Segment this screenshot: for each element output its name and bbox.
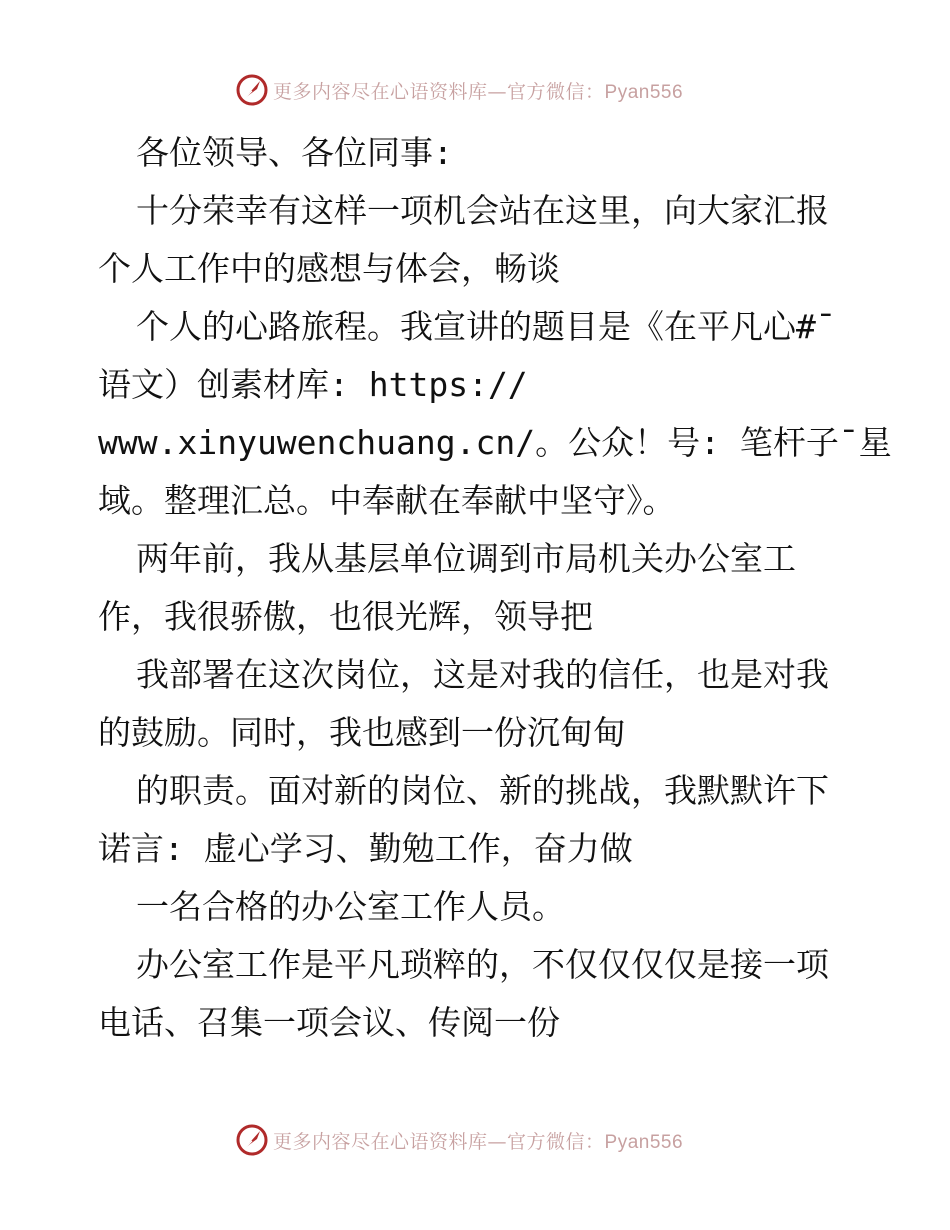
text-line: 作，我很骄傲，也很光辉，领导把 (98, 597, 593, 636)
quill-logo-icon (235, 1123, 269, 1157)
text-line: 的鼓励。同时，我也感到一份沉甸甸 (98, 713, 626, 752)
text-line: 两年前，我从基层单位调到市局机关办公室工 (136, 539, 796, 578)
text-line: 域。整理汇总。中奉献在奉献中坚守》。 (98, 481, 676, 520)
header-brand-text: 更多内容尽在心语资料库—官方微信： (273, 80, 605, 103)
text-line: 各位领导、各位同事: (136, 133, 453, 172)
header-wechat-id: Pyan556 (604, 81, 684, 103)
text-line: 诺言: 虚心学习、勤勉工作，奋力做 (98, 829, 633, 868)
quill-logo-icon (235, 73, 269, 107)
text-line: 电话、召集一项会议、传阅一份 (98, 1003, 560, 1042)
text-line: www.xinyuwenchuang.cn/。公众！号: 笔杆子¯星 (98, 423, 892, 462)
text-line: 一名合格的办公室工作人员。 (136, 887, 565, 926)
header-watermark (235, 72, 715, 108)
text-line: 个人的心路旅程。我宣讲的题目是《在平凡心#¯ (136, 307, 836, 346)
footer-brand-text: 更多内容尽在心语资料库—官方微信： (273, 1130, 605, 1153)
text-line: 十分荣幸有这样一项机会站在这里，向大家汇报 (136, 191, 829, 230)
text-line: 我部署在这次岗位，这是对我的信任，也是对我 (136, 655, 829, 694)
text-line: 个人工作中的感想与体会，畅谈 (98, 249, 560, 288)
speech-body (98, 124, 892, 1052)
text-line: 的职责。面对新的岗位、新的挑战，我默默许下 (136, 771, 829, 810)
footer-watermark (235, 1122, 715, 1158)
footer-wechat-id: Pyan556 (604, 1131, 684, 1153)
text-line: 语文）创素材库: https:// (98, 365, 528, 404)
text-line: 办公室工作是平凡琐粹的，不仅仅仅仅是接一项 (136, 945, 829, 984)
